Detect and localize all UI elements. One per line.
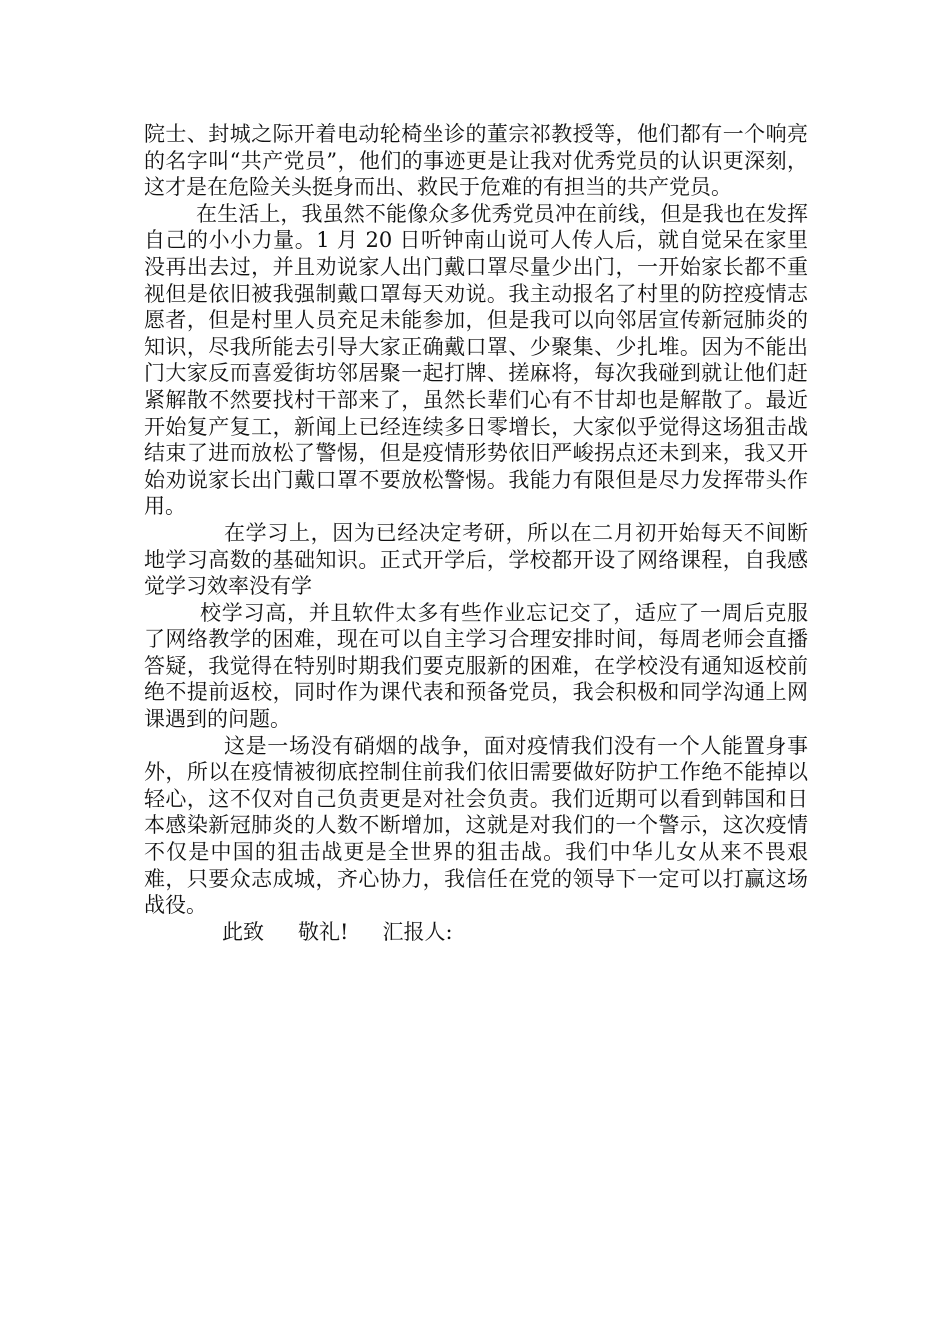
paragraph-2: 在生活上，我虽然不能像众多优秀党员冲在前线，但是我也在发挥自己的小小力量。1 月 20 日听钟南山说可人传人后，就自觉呆在家里没再出去过，并且劝说家人出门戴口罩尽量少出门，一开始家长都不重视但是依旧被我强制戴口罩每天劝说。我主动报名了村里的防控疫情志愿者，但是村里人员充足未能参加，但是我可以向邻居宣传新冠肺炎的知识，尽我所能去引导大家正确戴口罩、少聚集、少扎堆。因为不能出门大家反而喜爱街坊邻居聚一起打牌、搓麻将，每次我碰到就让他们赶紧解散不然要找村干部来了，虽然长辈们心有不甘却也是解散了。最近开始复产复工，新闻上已经连续多日零增长，大家似乎觉得这场狙击战结束了进而放松了警惕，但是疫情形势依旧严峻拐点还未到来，我又开始劝说家长出门戴口罩不要放松警惕。我能力有限但是尽力发挥带头作用。 [144, 201, 808, 519]
closing-regards: 敬礼! [298, 919, 349, 944]
closing-reporter: 汇报人: [382, 919, 453, 944]
closing-line [144, 919, 808, 946]
closing-salutation: 此致 [222, 919, 264, 944]
paragraph-1: 院士、封城之际开着电动轮椅坐诊的董宗祁教授等，他们都有一个响亮的名字叫“共产党员”，他们的事迹更是让我对优秀党员的认识更深刻，这才是在危险关头挺身而出、救民于危难的有担当的共产党员。 [144, 122, 808, 200]
paragraph-3: 在学习上，因为已经决定考研，所以在二月初开始每天不间断地学习高数的基础知识。正式开学后，学校都开设了网络课程，自我感觉学习效率没有学 [144, 520, 808, 599]
paragraph-5: 这是一场没有硝烟的战争，面对疫情我们没有一个人能置身事外，所以在疫情被彻底控制住前我们依旧需要做好防护工作绝不能掉以轻心，这不仅对自己负责更是对社会负责。我们近期可以看到韩国和日本感染新冠肺炎的人数不断增加，这就是对我们的一个警示，这次疫情不仅是中国的狙击战更是全世界的狙击战。我们中华儿女从来不畏艰难，只要众志成城，齐心协力，我信任在党的领导下一定可以打赢这场战役。 [144, 733, 808, 918]
document-body [144, 121, 808, 945]
paragraph-4: 校学习高，并且软件太多有些作业忘记交了，适应了一周后克服了网络教学的困难，现在可以自主学习合理安排时间，每周老师会直播答疑，我觉得在特别时期我们要克服新的困难，在学校没有通知返校前绝不提前返校，同时作为课代表和预备党员，我会积极和同学沟通上网课遇到的问题。 [144, 600, 808, 732]
